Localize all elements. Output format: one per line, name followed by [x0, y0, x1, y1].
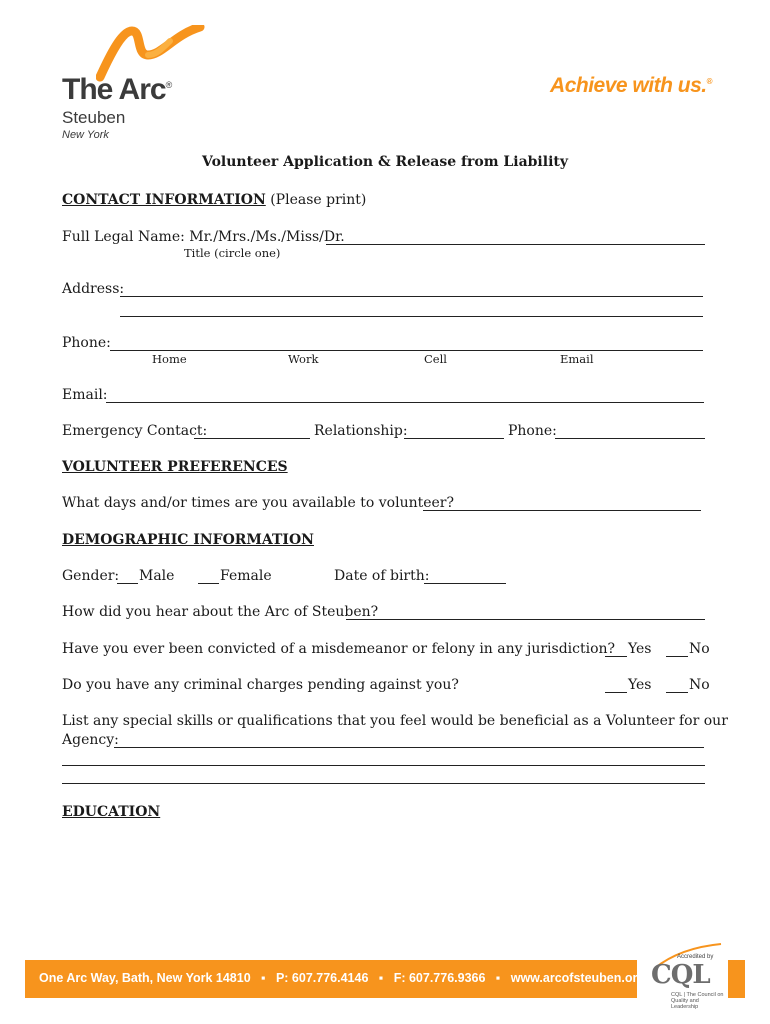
pending-no-label: No — [689, 677, 710, 693]
hear-label: How did you hear about the Arc of Steuben? — [62, 604, 379, 620]
org-name: The Arc® — [62, 73, 172, 106]
convicted-no-label: No — [689, 641, 710, 657]
footer-fax: F: 607.776.9366 — [393, 971, 486, 985]
cql-accredited: Accredited by — [677, 954, 714, 960]
pending-label: Do you have any criminal charges pending against you? — [62, 677, 459, 693]
footer-phone: P: 607.776.4146 — [275, 971, 369, 985]
address-field-1[interactable] — [120, 296, 703, 297]
footer-address: One Arc Way, Bath, New York 14810 — [39, 971, 251, 985]
skills-field-2[interactable] — [62, 765, 705, 766]
footer-separator: ▪ — [261, 971, 266, 985]
emergency-phone-label: Phone: — [508, 423, 557, 439]
pending-yes-label: Yes — [628, 677, 652, 693]
female-label: Female — [220, 568, 272, 584]
skills-label-1: List any special skills or qualifications that you feel would be beneficial as a Volunteer for our — [62, 713, 728, 729]
preferences-heading: VOLUNTEER PREFERENCES — [62, 459, 288, 475]
demographic-heading: DEMOGRAPHIC INFORMATION — [62, 532, 314, 548]
phone-type-work: Work — [288, 352, 319, 366]
footer-separator: ▪ — [495, 971, 501, 985]
phone-type-email: Email — [560, 352, 594, 366]
skills-field-3[interactable] — [62, 783, 705, 784]
address-field-2[interactable] — [120, 316, 703, 317]
name-hint: Title (circle one) — [184, 246, 281, 260]
emergency-label: Emergency Contact: — [62, 423, 208, 439]
relationship-label: Relationship: — [314, 423, 408, 439]
convicted-label: Have you ever been convicted of a misdemeanor or felony in any jurisdiction? — [62, 641, 616, 657]
skills-field-1[interactable] — [114, 747, 704, 748]
skills-label-2: Agency: — [62, 732, 119, 748]
emergency-phone-field[interactable] — [555, 438, 705, 439]
dob-field[interactable] — [424, 583, 506, 584]
education-heading: EDUCATION — [62, 804, 161, 820]
address-label: Address: — [62, 281, 125, 297]
phone-field[interactable] — [110, 350, 703, 351]
pending-yes-checkbox[interactable] — [605, 692, 627, 693]
email-label: Email: — [62, 387, 108, 403]
name-field[interactable] — [326, 244, 705, 245]
footer-website[interactable]: www.arcofsteuben.org — [510, 971, 645, 985]
emergency-contact-field[interactable] — [194, 438, 310, 439]
contact-heading: CONTACT INFORMATION — [62, 192, 266, 208]
male-label: Male — [139, 568, 175, 584]
availability-field[interactable] — [423, 510, 701, 511]
cql-subtitle: CQL | The Council on Quality and Leadership — [671, 992, 724, 1010]
org-sub: Steuben — [62, 108, 126, 127]
footer-contact — [39, 971, 645, 985]
pending-no-checkbox[interactable] — [666, 692, 688, 693]
cql-logo — [645, 942, 727, 1010]
footer-separator: ▪ — [378, 971, 384, 985]
arc-logo — [60, 25, 210, 140]
form-title: Volunteer Application & Release from Liability — [202, 154, 568, 170]
gender-label: Gender: — [62, 568, 120, 584]
cql-wordmark: CQL — [651, 960, 710, 990]
convicted-no-checkbox[interactable] — [666, 656, 688, 657]
footer-stub — [728, 960, 745, 998]
org-state: New York — [62, 129, 109, 141]
availability-label: What days and/or times are you available to volunteer? — [62, 495, 454, 511]
hear-field[interactable] — [346, 619, 705, 620]
contact-note: (Please print) — [270, 192, 367, 208]
convicted-yes-checkbox[interactable] — [605, 656, 627, 657]
phone-type-home: Home — [152, 352, 187, 366]
contact-heading-row — [62, 191, 366, 209]
phone-label: Phone: — [62, 335, 111, 351]
dob-label: Date of birth: — [334, 568, 430, 584]
name-label: Full Legal Name: Mr./Mrs./Ms./Miss/Dr. — [62, 229, 345, 245]
female-checkbox[interactable] — [198, 583, 219, 584]
male-checkbox[interactable] — [117, 583, 138, 584]
email-field[interactable] — [106, 402, 704, 403]
phone-type-cell: Cell — [424, 352, 447, 366]
convicted-yes-label: Yes — [628, 641, 652, 657]
footer-bar — [25, 960, 645, 998]
relationship-field[interactable] — [404, 438, 504, 439]
tagline: Achieve with us.® — [550, 74, 712, 97]
